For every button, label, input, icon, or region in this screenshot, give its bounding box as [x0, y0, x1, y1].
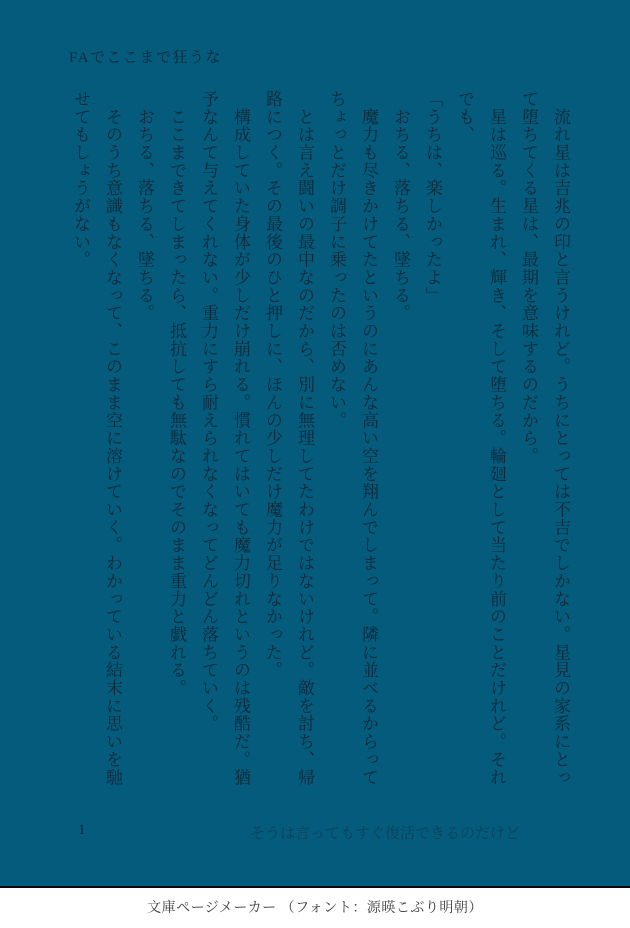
caption-text: 文庫ページメーカー （フォント：源暎こぶり明朝）	[147, 901, 483, 916]
paragraph: そのうち意識もなくなって、このまま空に溶けていく。わかっている結末に思いを馳せてもしょうがない。	[71, 90, 122, 787]
page-header: FAでここまで狂うな	[69, 50, 223, 66]
caption-bar	[0, 888, 630, 928]
footer-note: そうは言ってもすぐ復活できるのだけど	[249, 826, 520, 842]
paragraph: 星は巡る。生まれ、輝き、そして堕ちる。輪廻として当たり前のことだけれど。それでも、	[455, 90, 506, 787]
paragraph: 構成していた身体が少しだけ崩れる。慣れてはいても魔力切れというのは残酷だ。猶予なんて与えてくれない。重力にすら耐えられなくなってどんどん落ちていく。	[199, 90, 250, 787]
paragraph: おちる、落ちる、墜ちる。	[391, 90, 410, 323]
paragraph: ここまできてしまったら、抵抗しても無駄なのでそのまま重力と戯れる。	[167, 90, 186, 697]
paragraph: とは言え闘いの最中なのだから、別に無理してたわけではないけれど。敵を討ち、帰路につく。その最後のひと押しに、ほんの少しだけ魔力が足りなかった。	[263, 90, 314, 787]
page-number: 1	[78, 822, 86, 838]
paragraph: 「うちは、楽しかったよ」	[423, 90, 442, 305]
paragraph: おちる、落ちる、墜ちる。	[135, 90, 154, 323]
paragraph: 魔力も尽きかけてたというのにあんな高い空を翔んでしまって。隣に並べるからってちょっとだけ調子に乗ったのは否めない。	[327, 90, 378, 787]
paragraph: 流れ星は吉兆の印と言うけれど。うちにとっては不吉でしかない。星見の家系にとって堕ちてくる星は、最期を意味するのだから。	[519, 90, 570, 787]
body-text	[64, 90, 576, 790]
